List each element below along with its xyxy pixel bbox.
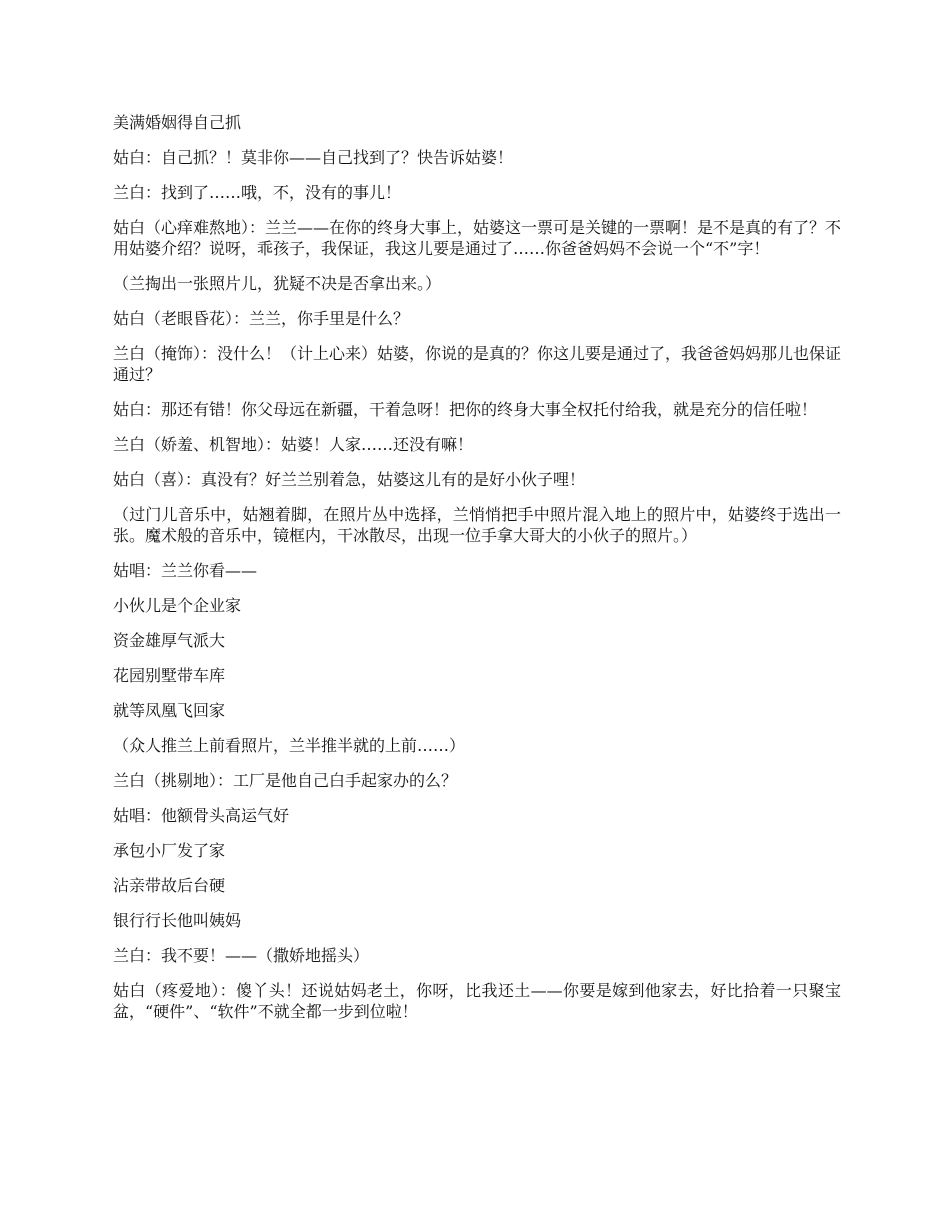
paragraph-title: 美满婚姻得自己抓: [113, 113, 242, 132]
paragraph: 姑白：那还有错！你父母远在新疆，干着急呀！把你的终身大事全权托付给我，就是充分的信任啦！: [113, 400, 818, 419]
paragraph: 姑白（心痒难熬地）：兰兰——在你的终身大事上，姑婆这一票可是关键的一票啊！是不是真的有了？不用姑婆介绍？说呀，乖孩子，我保证，我这儿要是通过了……你爸爸妈妈不会说一个“不”字！: [113, 218, 842, 258]
paragraph: 兰白（掩饰）：没什么！（计上心来）姑婆，你说的是真的？你这儿要是通过了，我爸爸妈妈那儿也保证通过？: [113, 344, 842, 384]
lyric-line: 就等凤凰飞回家: [113, 701, 226, 720]
lyric-line: 银行行长他叫姨妈: [113, 911, 242, 930]
paragraph: 姑唱：他额骨头高运气好: [113, 806, 290, 825]
paragraph: 姑白（喜）：真没有？好兰兰别着急，姑婆这儿有的是好小伙子哩！: [113, 470, 586, 489]
paragraph: 兰白（娇羞、机智地）：姑婆！人家……还没有嘛！: [113, 435, 474, 454]
paragraph: 兰白：我不要！——（撒娇地摇头）: [113, 946, 370, 965]
paragraph: 姑白：自己抓？！莫非你——自己找到了？快告诉姑婆！: [113, 148, 514, 167]
paragraph: 兰白：找到了……哦，不，没有的事儿！: [113, 183, 402, 202]
stage-direction: （过门儿音乐中，姑翘着脚，在照片丛中选择，兰悄悄把手中照片混入地上的照片中，姑婆终于选出一张。魔术般的音乐中，镜框内，干冰散尽，出现一位手拿大哥大的小伙子的照片。）: [113, 505, 841, 545]
stage-direction: （兰掏出一张照片儿，犹疑不决是否拿出来。）: [113, 274, 442, 293]
lyric-line: 小伙儿是个企业家: [113, 596, 242, 615]
paragraph: 姑白（疼爱地）：傻丫头！还说姑妈老土，你呀，比我还土——你要是嫁到他家去，好比拾着一只聚宝盆，“硬件”、“软件”不就全都一步到位啦！: [113, 981, 841, 1021]
lyric-line: 资金雄厚气派大: [113, 631, 226, 650]
document-page: [113, 112, 841, 1036]
stage-direction: （众人推兰上前看照片，兰半推半就的上前……）: [113, 736, 466, 755]
paragraph: 兰白（挑剔地）：工厂是他自己白手起家办的么？: [113, 771, 458, 790]
paragraph: 姑白（老眼昏花）：兰兰，你手里是什么？: [113, 309, 410, 328]
paragraph: 姑唱：兰兰你看——: [113, 561, 258, 580]
lyric-line: 花园别墅带车库: [113, 666, 226, 685]
lyric-line: 沾亲带故后台硬: [113, 876, 226, 895]
lyric-line: 承包小厂发了家: [113, 841, 226, 860]
